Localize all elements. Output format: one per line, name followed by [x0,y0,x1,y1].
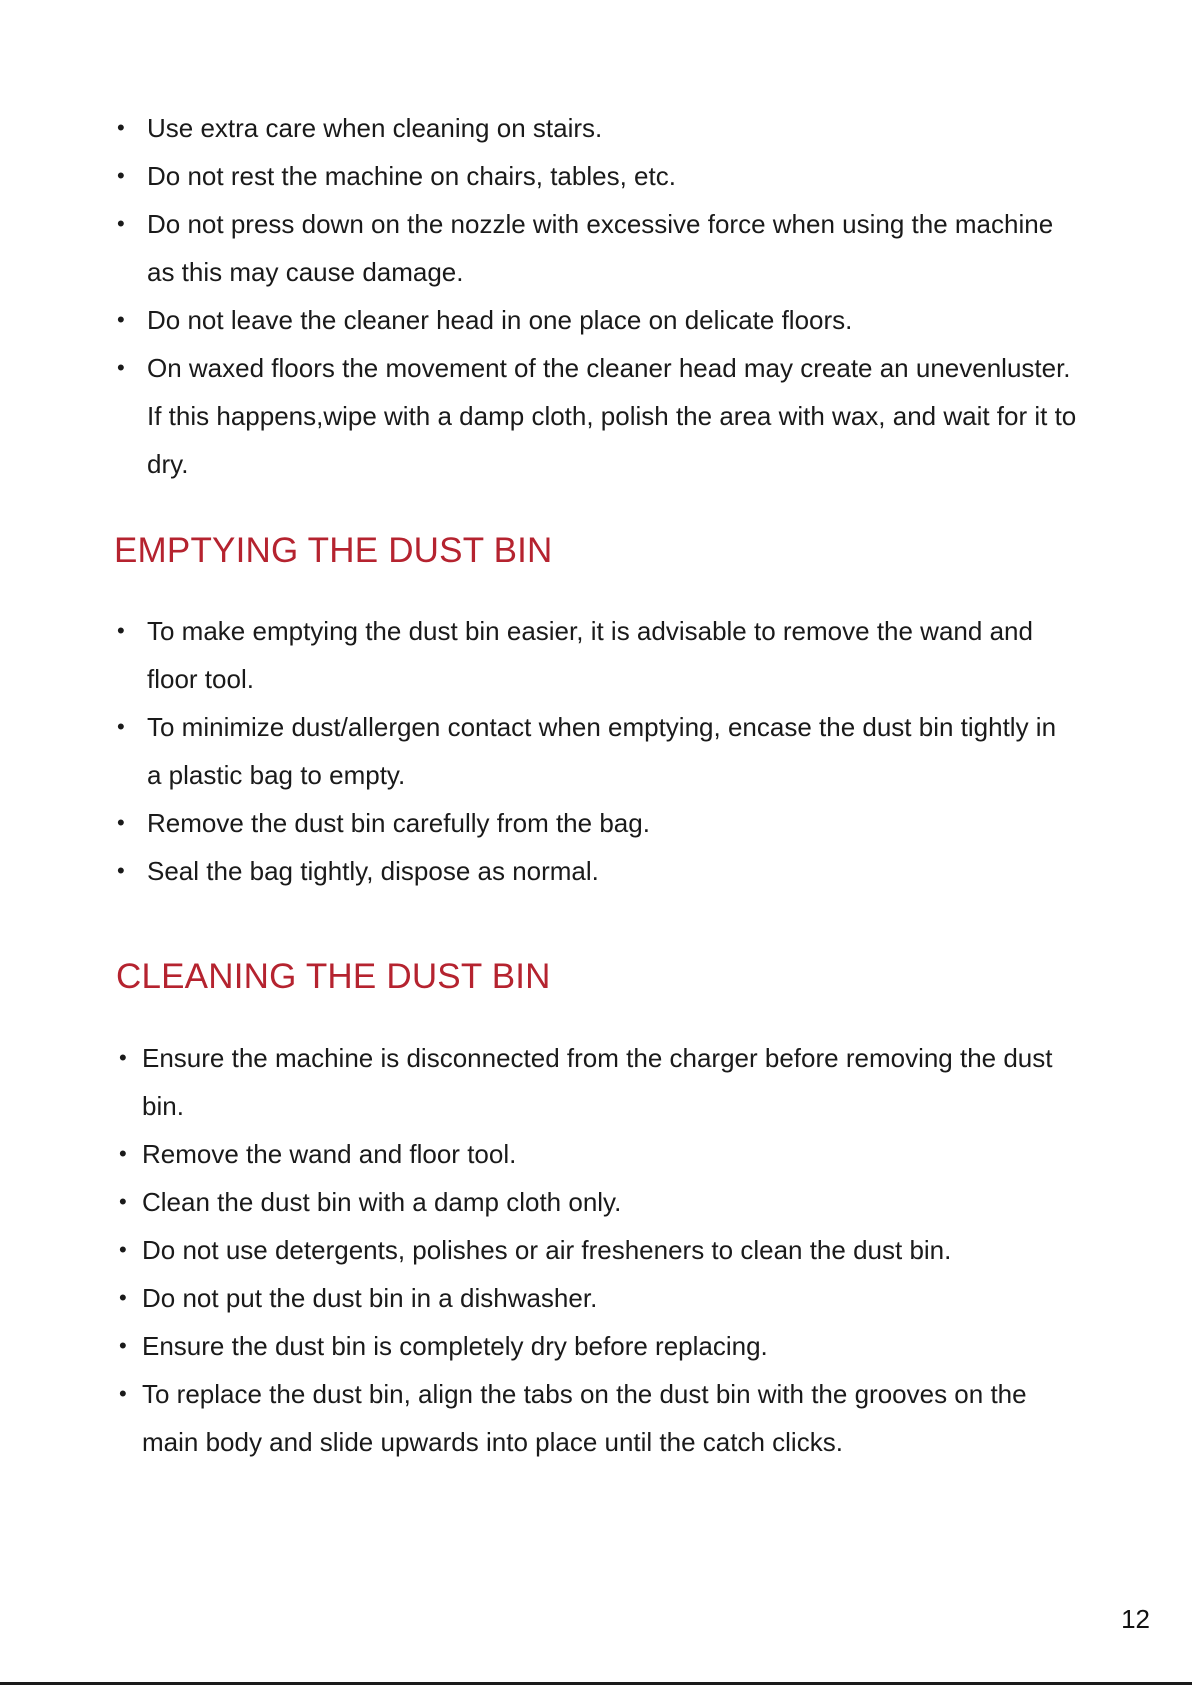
list-item: • Clean the dust bin with a damp cloth only. [117,1178,1077,1226]
section-heading-emptying: EMPTYING THE DUST BIN [114,531,553,570]
list-item: • Do not leave the cleaner head in one place on delicate floors. [117,296,1077,344]
list-item: • Do not press down on the nozzle with excessive force when using the machine as this may cause damage. [117,200,1077,296]
list-item: • Do not put the dust bin in a dishwasher. [117,1274,1077,1322]
list-item: • Ensure the machine is disconnected from the charger before removing the dust bin. [117,1034,1077,1130]
list-item: • Ensure the dust bin is completely dry before replacing. [117,1322,1077,1370]
list-item: • Do not rest the machine on chairs, tables, etc. [117,152,1077,200]
list-item: • To replace the dust bin, align the tabs on the dust bin with the grooves on the main body and slide upwards into place until the catch clicks. [117,1370,1077,1466]
list-item: • Do not use detergents, polishes or air fresheners to clean the dust bin. [117,1226,1077,1274]
list-item: • On waxed floors the movement of the cleaner head may create an unevenluster. If this happens,wipe with a damp cloth, polish the area with wax, and wait for it to dry. [117,344,1077,488]
list-item: • Remove the wand and floor tool. [117,1130,1077,1178]
list-item: • Remove the dust bin carefully from the bag. [117,799,1077,847]
intro-bullet-list [117,104,1077,488]
page-number: 12 [1121,1604,1150,1634]
emptying-bullet-list [117,607,1077,895]
list-item: • Use extra care when cleaning on stairs. [117,104,1077,152]
list-item: • To make emptying the dust bin easier, it is advisable to remove the wand and floor tool. [117,607,1077,703]
section-heading-cleaning: CLEANING THE DUST BIN [116,957,551,996]
list-item: • Seal the bag tightly, dispose as normal. [117,847,1077,895]
cleaning-bullet-list [117,1034,1077,1466]
list-item: • To minimize dust/allergen contact when emptying, encase the dust bin tightly in a plastic bag to empty. [117,703,1077,799]
